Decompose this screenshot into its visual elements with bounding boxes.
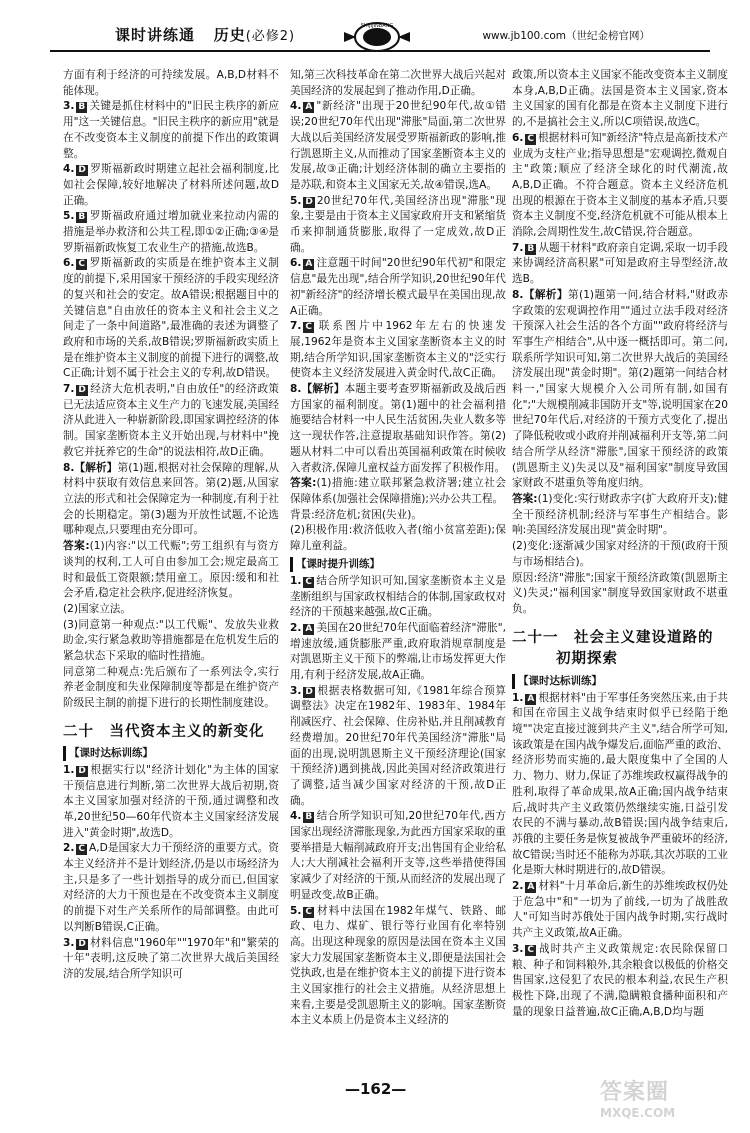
page-number: —162— (345, 1080, 407, 1098)
header-website[interactable]: www.jb100.com（世纪金榜官网） (482, 30, 650, 42)
answer-item: 5. B 罗斯福政府通过增加就业来拉动内需的措施是举办救济和公共工程,即①②正确;③④是罗斯福新政恢复工农业生产的措施,故选B。 (63, 210, 279, 254)
answer-item: 2. A 材料"十月革命后,新生的苏维埃政权仍处于危急中"和"一切为了前线,一切为了战胜敌人"可知当时苏俄处于国内战争时期,实行战时共产主义政策,故A正确。 (512, 880, 728, 940)
answer-item: 4. B 结合所学知识可知,20世纪70年代,西方国家出现经济滞胀现象,为此西方国家采取的重要举措是大幅削减政府开支;出售国有企业给私人;大大削减社会福利开支等,这些举措使得国家减少了对经济的干预,从而经济的发展出现了明显改变,故B正确。 (290, 810, 506, 901)
answer-item: 6. A 注意题干时间"20世纪90年代初"和限定信息"最先出现",结合所学知识,20世纪90年代初"新经济"的经济增长模式最早在美国出现,故A正确。 (290, 257, 506, 317)
answer-text: 经济大危机表明,"自由放任"的经济政策已无法适应资本主义生产力的飞速发展,美国经济从此进入一种崭新阶段,即国家调控经济的体制。国家垄断资本主义开始出现,与材料中"挽救它并抚养它的生命"的说法相符,故D正确。 (63, 383, 279, 458)
header-title (115, 24, 295, 45)
book-title: 课时讲练通 (115, 26, 196, 44)
page-header (50, 18, 710, 58)
answer-item: 6. C 根据材料可知"新经济"特点是高新技术产业成为支柱产业;指导思想是"宏观调控,微观自主"政策;顺应了经济全球化的时代潮流,故A,B,D正确。不符合题意。资本主义经济危机出现的根源在于资本主义制度的基本矛盾,只要资本主义制度不变,经济危机就不可能从根本上消除,会周期性发生,故C错误,符合题意。 (512, 131, 728, 239)
answer-item: (2)国家立法。 (63, 602, 131, 615)
watermark (600, 1075, 740, 1130)
answer-item: 8.【解析】本题主要考查罗斯福新政及战后西方国家的福利制度。第(1)题中的社会福利措施要结合材料一中人民生活贫困,失业人数多等这一现状作答,注意提取基础知识作答。第(2)题从材料二中可以看出英国福利政策在时候收入者救济,保障儿童权益方面发挥了积极作用。 (290, 383, 507, 474)
answer-text: 罗斯福新政的实质是在维护资本主义制度的前提下,采用国家干预经济的手段实现经济的复兴和社会的安定。故A错误;根据题目中的关键信息"自由放任的资本主义和社会主义之间走了一条中间道路",最准确的表述为调整了政府和市场的关系,故B错误;罗斯福新政实质上是在维护资本主义制度的前提下进行的调整,故C正确;计划不属于社会主义的专利,故D错误。 (63, 257, 279, 380)
watermark-url: MXQE.COM (600, 1106, 676, 1120)
answer-item: 1. D 根据实行以"经济计划化"为主体的国家干预信息进行判断,第二次世界大战后初期,资本主义国家加强对经济的干预,通过调整和改革,20世纪50—60年代资本主义国家经济发展进入"黄金时期",故选D。 (63, 763, 279, 839)
text-block: 方面有利于经济的可持续发展。A,B,D材料不能体现。 (63, 69, 279, 97)
answer-item: 2. C A,D是国家大力干预经济的重要方式。资本主义经济并不是计划经济,仍是以市场经济为主,只是多了一些计划指导的成分而已,但国家对经济的大力干预也是在不改变资本主义制度的前提下对生产关系所作的局部调整。由此可以判断B错误,C正确。 (63, 842, 279, 933)
header-rule (50, 50, 710, 52)
edition: (必修2) (245, 29, 296, 44)
section-title: 二十 当代资本主义的新变化 (63, 723, 265, 740)
answer-item: 答案:(1)措施:建立联邦紧急救济署;建立社会保障体系(加强社会保障措施);兴办公共工程。 (290, 477, 506, 505)
section-box-label: 【课时达标训练】 (512, 674, 728, 689)
answer-item: 6. C 罗斯福新政的实质是在维护资本主义制度的前提下,采用国家干预经济的手段实现经济的复兴和社会的安定。故A错误;根据题目中的关键信息"自由放任的资本主义和社会主义之间走了一条中间道路",最准确的表述为调整了政府和市场的关系,故B错误;罗斯福新政实质上是在维护资本主义制度的前提下进行的调整,故C正确;计划不属于社会主义的专利,故D错误。 (63, 257, 279, 380)
subject: 历史 (213, 26, 246, 44)
watermark-text: 答案圈 (600, 1080, 670, 1105)
answer-item: 3. D 材料信息"1960年""1970年"和"繁荣的十年"表明,这反映了第二次世界大战后美国经济的发展,结合所学知识可 (63, 936, 279, 980)
section-box-label: 【课时达标训练】 (63, 746, 279, 761)
answer-text: 第(1)题,根据对社会保障的理解,从材料中获取有效信息来回答。第(2)题,从国家立法的形式和社会保障定为一种制度,有利于社会的长期稳定。第(3)题为开放性试题,不论选哪种观点,只要理由充分即可。 (63, 461, 279, 537)
answer-item: 背景:经济危机;贫困(失业)。 (290, 508, 422, 521)
text-block: 政策,所以资本主义国家不能改变资本主义制度本身,A,B,D正确。法国是资本主义国家,资本主义国家的国有化都是在资本主义制度下进行的,不是搞社会主义,所以C项错误,故选C。 (512, 69, 728, 129)
answer-item: 原因:经济"滞胀";国家干预经济政策(凯恩斯主义)失灵;"福利国家"制度导致国家财政不堪重负。 (512, 571, 728, 615)
column-3 (512, 68, 728, 1020)
column-2 (290, 68, 506, 1029)
answer-text: 罗斯福新政时期建立起社会福利制度,比如社会保障,较好地解决了材料所述问题,故D正确。 (63, 163, 279, 207)
answer-item: 7. D 经济大危机表明,"自由放任"的经济政策已无法适应资本主义生产力的飞速发展,美国经济从此进入一种崭新阶段,即国家调控经济的体制。国家垄断资本主义开始出现,与材料中"挽救它并抚养它的生命"的说法相符,故D正确。 (63, 383, 279, 458)
answer-item: 同意第二种观点:先后颁布了一系列法令,实行养老金制度和失业保障制度等都是在维护资产阶级民主制的前提下进行的长期性制度建设。 (63, 665, 279, 710)
answer-item: (3)同意第一种观点:"以工代赈"、发放失业救助金,实行紧急救助等措施都是在危机发生后的紧急状态下采取的临时性措施。 (63, 618, 279, 663)
answer-item: (2)变化:逐渐减少国家对经济的干预(政府干预与市场相结合)。 (512, 540, 728, 568)
answer-item: 8.【解析】第(1)题第一问,结合材料,"财政赤字政策的宏观调控作用""通过立法手段对经济干预深入社会生活的各个方面""政府将经济与军事生产相结合",从中逐一概括即可。第二问,联系所学知识可知,第二次世界大战后的美国经济发展出现"黄金时期"。第(2)题第一问结合材料一,"国家大规模介入公司所有制,如国有化";"大规模削减非国防开支"等,说明国家在20世纪70年代后,对经济的干预方式变化了,提出了降低税收或小政府并削减福利开支等,第二问结合所学从经济"滞胀",国家干预经济的政策(凯恩斯主义)失灵以及"福利国家"制度导致国家财政不堪重负等角度归纳。 (512, 288, 728, 490)
answer-item: 3. C 战时共产主义政策规定:农民除保留口粮、种子和饲料粮外,其余粮食以极低的价格交售国家,这侵犯了农民的根本利益,农民生产积极性下降,出现了不满,隐瞒粮食播种面积和产量的现象日益普遍,故C正确,A,B,D均与题 (512, 942, 728, 1018)
logo-text: SHIJIJINBANG (360, 23, 394, 29)
answer-item: 2. A 美国在20世纪70年代面临着经济"滞胀",增速放缓,通货膨胀严重,政府取消规章制度是对凯恩斯主义干预下的弊端,让市场发挥更大作用,有利于经济发展,故A正确。 (290, 621, 506, 682)
answer-item: 4. A "新经济"出现于20世纪90年代,故①错误;20世纪70年代出现"滞胀"局面,第二次世界大战以后美国经济发展受罗斯福新政的影响,推行凯恩斯主义,从而推动了国家垄断资本主义的发展,故③正确;计划经济体制的确立主要指的是苏联,和资本主义国家无关,故④错误,选A。 (290, 100, 506, 191)
answer-item: 5. C 材料中法国在1982年煤气、铁路、邮政、电力、煤矿、银行等行业国有化率特别高。出现这种现象的原因是法国在资本主义国家大力发展国家垄断资本主义,即便是法国社会党执政,也是在维护资本主义的前提下进行资本主义国家推行的社会主义措施。从经济思想上来看,主要是受凯恩斯主义的影响。国家垄断资本主义本质上仍是资本主义经济的 (290, 904, 506, 1027)
answer-item: 3. B 关键是抓住材料中的"旧民主秩序的新应用"这一关键信息。"旧民主秩序的新应用"就是在不改变资本主义制度的前提下作出的政策调整。 (63, 100, 279, 160)
answer-item: 答案:(1)变化:实行财政赤字(扩大政府开支);健全干预经济机制;经济与军事生产相结合。影响:美国经济发展出现"黄金时期"。 (512, 492, 728, 537)
answer-item: 7. C 联系图片中1962年左右的快速发展,1962年是资本主义国家垄断资本主义的时期,结合所学知识,国家垄断资本主义的"泛实行使资本主义经济发展进入黄金时代,故C正确。 (290, 320, 506, 380)
answer-item: (2)积极作用:救济低收入者(缩小贫富差距);保障儿童利益。 (290, 524, 506, 553)
section-title: 二十一 社会主义建设道路的 初期探索 (512, 629, 714, 667)
section-box-label: 【课时提升训练】 (290, 557, 506, 572)
answer-item: 1. C 结合所学知识可知,国家垄断资本主义是垄断组织与国家政权相结合的体制,国家政权对经济的干预越来越强,故C正确。 (290, 574, 506, 619)
answer-item: 7. B 从题干材料"政府亲自定调,采取一切手段来协调经济高积累"可知是政府主导型经济,故选B。 (512, 241, 728, 286)
answer-item: 1. A 根据材料"由于军事任务突然压来,由于共和国在帝国主义战争结束时似乎已经陷于绝境""决定直接过渡到共产主义",结合所学可知,该政策是在国内战争爆发后,面临严重的政治、经济形势而实施的,最大限度集中了全国的人力、物力、财力,保证了苏维埃政权赢得战争的胜利,取得了革命成果,故A正确;国内战争结束后,战时共产主义政策仍然继续实施,日益引发农民的不满与暴动,故B错误;国内战争结束后,苏俄的主要任务是恢复被战争严重破坏的经济,故C错误;当时还不能称为苏联,其次苏联的工业化是斯大林时期进行的,故D错误。 (512, 691, 728, 877)
answer-item: 5. D 20世纪70年代,美国经济出现"滞胀"现象,主要是由于资本主义国家政府开支和紧缩货币来抑制通货膨胀,取得了一定成效,故D正确。 (290, 194, 506, 254)
column-1 (63, 68, 279, 983)
answer-item: 8.【解析】第(1)题,根据对社会保障的理解,从材料中获取有效信息来回答。第(2)题,从国家立法的形式和社会保障定为一种制度,有利于社会的长期稳定。第(3)题为开放性试题,不论选哪种观点,只要理由充分即可。 (63, 461, 279, 537)
answer-item: 4. D 罗斯福新政时期建立起社会福利制度,比如社会保障,较好地解决了材料所述问题,故D正确。 (63, 163, 279, 207)
answer-item: 3. D 根据表格数据可知,《1981年综合预算调整法》决定在1982年、1983年、1984年削减医疗、社会保障、住房补贴,并且削减教育经费增加。20世纪70年代美国经济"滞胀"局面的出现,说明凯恩斯主义干预经济理论(国家干预经济)遇到挑战,因此美国对经济政策进行了调整,适当减少国家对经济的干预,故D正确。 (290, 684, 506, 807)
answer-text: 罗斯福政府通过增加就业来拉动内需的措施是举办救济和公共工程,即①②正确;③④是罗斯福新政恢复工农业生产的措施,故选B。 (63, 210, 279, 254)
text-block: 知,第三次科技革命在第二次世界大战后兴起对美国经济的发展起到了推动作用,D正确。 (290, 69, 506, 97)
answer-text: 关键是抓住材料中的"旧民主秩序的新应用"这一关键信息。"旧民主秩序的新应用"就是在不改变资本主义制度的前提下作出的政策调整。 (63, 100, 279, 160)
answer-item: 答案:(1)内容:"以工代赈";劳工组织有与资方谈判的权利,工人可自由参加工会;规定最高工时和最低工资限额;禁用童工。原因:缓和和社会矛盾,稳定社会秩序,促进经济恢复。 (63, 540, 279, 600)
